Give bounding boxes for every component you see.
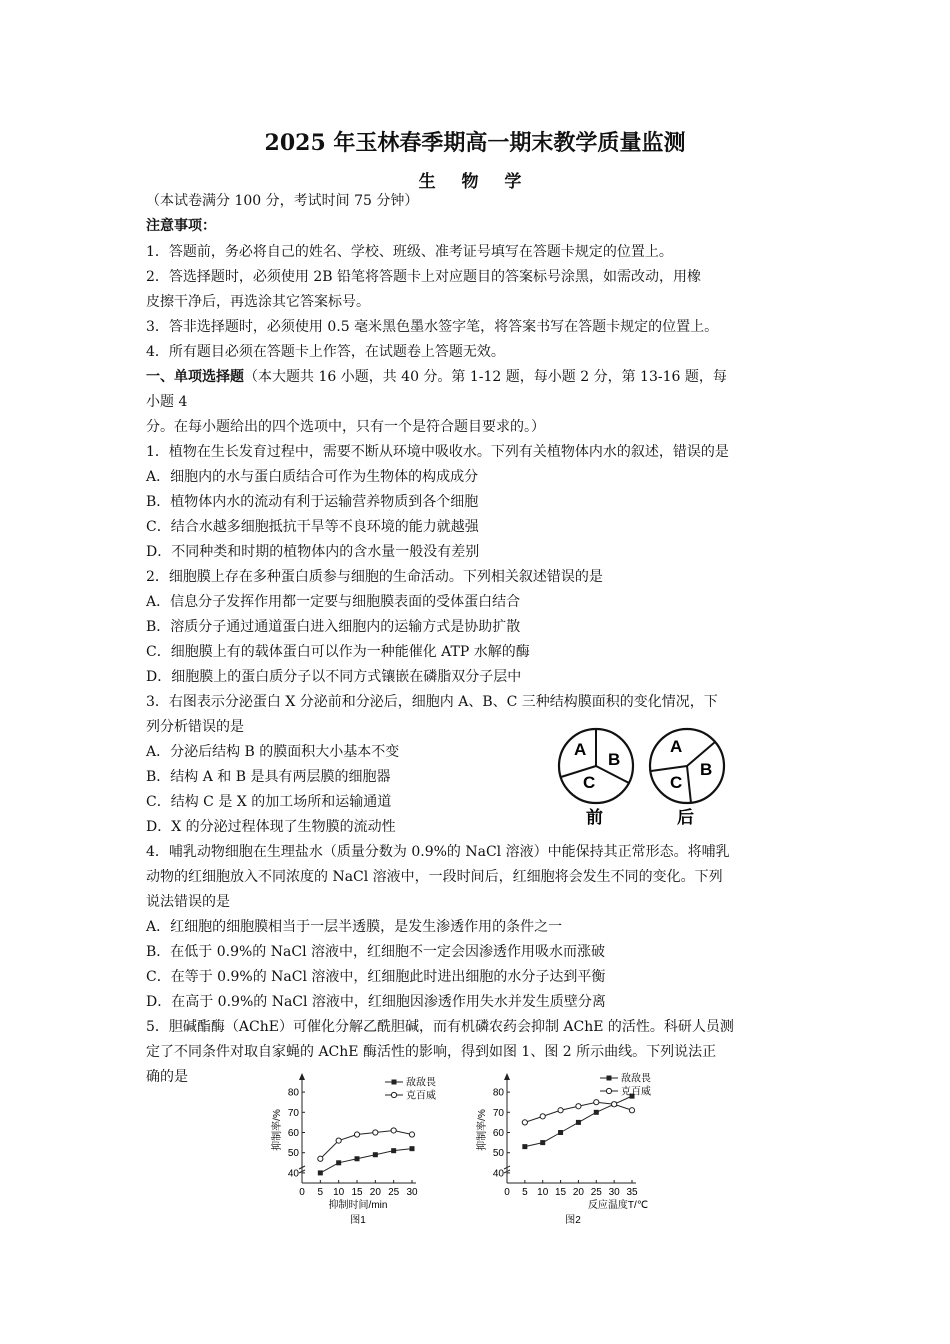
data-point (373, 1152, 378, 1157)
data-point (558, 1130, 563, 1135)
sector-c-label: C (583, 773, 596, 792)
pie-after (650, 729, 724, 827)
x-tick-label: 0 (504, 1187, 510, 1198)
legend-marker (391, 1092, 396, 1097)
data-point (540, 1114, 545, 1119)
y-axis-arrow (299, 1073, 305, 1080)
q4-stem: 4．哺乳动物细胞在生理盐水（质量分数为 0.9%的 NaCl 溶液）中能保持其正常形态。将哺乳 (146, 844, 730, 860)
y-tick-label: 70 (492, 1107, 504, 1119)
legend-label: 敌敌畏 (621, 1073, 651, 1085)
data-point (410, 1146, 415, 1151)
q4-stem-cont: 说法错误的是 (146, 894, 230, 910)
q3-option-c: C．结构 C 是 X 的加工场所和运输通道 (146, 794, 392, 810)
x-tick-label: 20 (369, 1187, 381, 1198)
x-tick-label: 30 (406, 1187, 418, 1198)
series-line (320, 1149, 412, 1173)
data-point (594, 1100, 599, 1105)
y-axis-label: 抑制率/% (477, 1109, 488, 1151)
after-label: 后 (677, 808, 694, 827)
section-desc-cont: 小题 4 (146, 394, 188, 410)
q1-option-d: D．不同种类和时期的植物体内的含水量一般没有差别 (146, 544, 480, 560)
sector-b-label: B (700, 760, 713, 779)
q1-stem: 1．植物在生长发育过程中，需要不断从环境中吸收水。下列有关植物体内水的叙述，错误的是 (146, 444, 729, 460)
q1-option-b: B．植物体内水的流动有利于运输营养物质到各个细胞 (146, 494, 479, 510)
q3-membrane-figure (550, 725, 740, 830)
data-point (354, 1132, 359, 1137)
data-point (318, 1156, 323, 1161)
section-desc-cont: 分。在每小题给出的四个选项中，只有一个是符合题目要求的。） (146, 419, 545, 435)
data-point (318, 1170, 323, 1175)
x-tick-label: 25 (388, 1187, 400, 1198)
q4-option-b: B．在低于 0.9%的 NaCl 溶液中，红细胞不一定会因渗透作用吸水而涨破 (146, 944, 605, 960)
q3-option-a: A．分泌后结构 B 的膜面积大小基本不变 (146, 744, 400, 760)
x-tick-label: 30 (608, 1187, 620, 1198)
q5-stem-cont: 确的是 (146, 1069, 188, 1085)
legend-marker (606, 1088, 611, 1093)
data-point (540, 1140, 545, 1145)
q4-option-c: C．在等于 0.9%的 NaCl 溶液中，红细胞此时进出细胞的水分子达到平衡 (146, 969, 606, 985)
notes-heading: 注意事项： (146, 218, 216, 234)
note-item: 皮擦干净后，再选涂其它答案标号。 (146, 294, 370, 310)
q3-stem-cont: 列分析错误的是 (146, 719, 244, 735)
exam-info: （本试卷满分 100 分，考试时间 75 分钟） (146, 193, 419, 209)
q3-stem: 3．右图表示分泌蛋白 X 分泌前和分泌后，细胞内 A、B、C 三种结构膜面积的变化情况，下 (146, 694, 718, 710)
q1-option-a: A．细胞内的水与蛋白质结合可作为生物体的构成成分 (146, 469, 479, 485)
data-point (594, 1110, 599, 1115)
q3-option-d: D．X 的分泌过程体现了生物膜的流动性 (146, 819, 396, 835)
section-heading-line (146, 368, 727, 386)
legend-marker (607, 1076, 612, 1081)
note-item: 4．所有题目必须在答题卡上作答，在试题卷上答题无效。 (146, 344, 505, 360)
chart-figure-1 (270, 1068, 470, 1228)
y-tick-label: 80 (492, 1087, 504, 1099)
q4-option-a: A．红细胞的细胞膜相当于一层半透膜，是发生渗透作用的条件之一 (146, 919, 563, 935)
x-axis-label: 反应温度T/℃ (587, 1200, 649, 1211)
x-tick-label: 5 (317, 1187, 324, 1198)
y-tick-label: 50 (492, 1148, 504, 1160)
q5-stem-cont: 定了不同条件对取自家蝇的 AChE 酶活性的影响，得到如图 1、图 2 所示曲线。下列说法正 (146, 1044, 717, 1060)
data-point (522, 1144, 527, 1149)
sector-a-label: A (670, 737, 683, 756)
before-label: 前 (586, 808, 603, 827)
data-point (612, 1102, 617, 1107)
data-point (336, 1138, 341, 1143)
y-tick-label: 40 (287, 1168, 299, 1180)
data-point (576, 1104, 581, 1109)
q3-option-b: B．结构 A 和 B 是具有两层膜的细胞器 (146, 769, 391, 785)
q4-stem-cont: 动物的红细胞放入不同浓度的 NaCl 溶液中，一段时间后，红细胞将会发生不同的变化。下列 (146, 869, 723, 885)
y-axis-arrow (504, 1073, 510, 1080)
y-tick-label: 70 (287, 1107, 299, 1119)
subject-title: 生 物 学 (418, 172, 532, 192)
section-desc: （本大题共 16 小题，共 40 分。第 1-12 题，每小题 2 分，第 13-16 题，每 (244, 369, 727, 385)
data-point (355, 1156, 360, 1161)
sector-c-label: C (670, 773, 683, 792)
chart-title: 图2 (565, 1215, 581, 1226)
q1-option-c: C．结合水越多细胞抵抗干旱等不良环境的能力就越强 (146, 519, 479, 535)
q2-option-b: B．溶质分子通过通道蛋白进入细胞内的运输方式是协助扩散 (146, 619, 521, 635)
x-tick-label: 25 (590, 1187, 602, 1198)
note-item: 1．答题前，务必将自己的姓名、学校、班级、准考证号填写在答题卡规定的位置上。 (146, 244, 673, 260)
sector-b-label: B (608, 750, 621, 769)
x-tick-label: 35 (626, 1187, 638, 1198)
x-axis-label: 抑制时间/min (328, 1200, 388, 1211)
chart-figure-2 (475, 1068, 675, 1228)
y-tick-label: 50 (287, 1148, 299, 1160)
y-tick-label: 40 (492, 1168, 504, 1180)
data-point (522, 1120, 527, 1125)
x-tick-label: 0 (299, 1187, 305, 1198)
y-axis-label: 抑制率/% (272, 1109, 283, 1151)
x-tick-label: 20 (572, 1187, 584, 1198)
q2-option-a: A．信息分子发挥作用都一定要与细胞膜表面的受体蛋白结合 (146, 594, 521, 610)
section-heading: 一、单项选择题 (146, 369, 244, 385)
x-tick-label: 10 (333, 1187, 345, 1198)
legend-label: 敌敌畏 (406, 1077, 436, 1089)
note-item: 2．答选择题时，必须使用 2B 铅笔将答题卡上对应题目的答案标号涂黑，如需改动，用橡 (146, 269, 702, 285)
x-tick-label: 5 (522, 1187, 528, 1198)
q4-option-d: D．在高于 0.9%的 NaCl 溶液中，红细胞因渗透作用失水并发生质壁分离 (146, 994, 606, 1010)
q2-option-d: D．细胞膜上的蛋白质分子以不同方式镶嵌在磷脂双分子层中 (146, 669, 522, 685)
data-point (576, 1120, 581, 1125)
pie-before (559, 729, 633, 827)
data-point (409, 1132, 414, 1137)
x-tick-label: 15 (555, 1187, 567, 1198)
q5-stem: 5．胆碱酯酶（AChE）可催化分解乙酰胆碱，而有机磷农药会抑制 AChE 的活性。科研人员测 (146, 1019, 734, 1035)
x-tick-label: 10 (537, 1187, 549, 1198)
q2-stem: 2．细胞膜上存在多种蛋白质参与细胞的生命活动。下列相关叙述错误的是 (146, 569, 603, 585)
data-point (336, 1160, 341, 1165)
note-item: 3．答非选择题时，必须使用 0.5 毫米黑色墨水签字笔，将答案书写在答题卡规定的位置上。 (146, 319, 719, 335)
x-tick-label: 15 (351, 1187, 363, 1198)
data-point (391, 1148, 396, 1153)
sector-a-label: A (574, 740, 587, 759)
y-tick-label: 60 (492, 1128, 504, 1139)
legend-label: 克百威 (406, 1090, 436, 1102)
data-point (558, 1108, 563, 1113)
data-point (391, 1128, 396, 1133)
data-point (629, 1108, 634, 1113)
y-tick-label: 80 (287, 1087, 299, 1099)
q2-option-c: C．细胞膜上有的载体蛋白可以作为一种能催化 ATP 水解的酶 (146, 644, 530, 660)
legend-marker (392, 1080, 397, 1085)
y-tick-label: 60 (287, 1128, 299, 1139)
data-point (373, 1130, 378, 1135)
series-line (320, 1130, 412, 1158)
exam-title: 2025 年玉林春季期高一期末教学质量监测 (264, 130, 686, 156)
legend-label: 克百威 (621, 1086, 651, 1098)
chart-title: 图1 (350, 1215, 366, 1226)
